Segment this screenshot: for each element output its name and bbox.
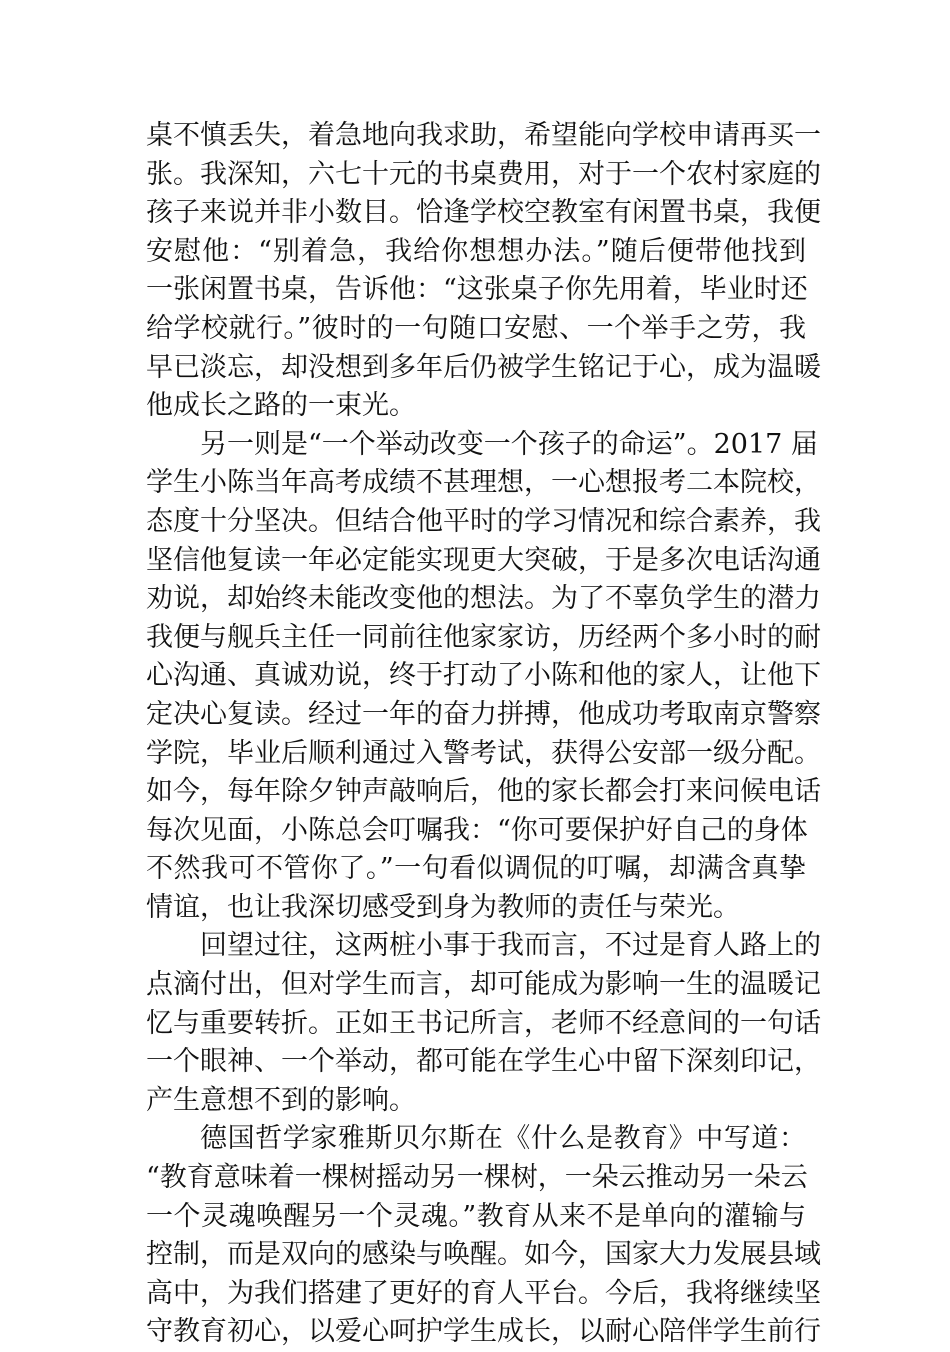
paragraph-first-line: 德国哲学家雅斯贝尔斯在《什么是教育》中写道： xyxy=(200,1123,806,1155)
text-line: 早已淡忘，却没想到多年后仍被学生铭记于心，成为温暖 xyxy=(146,351,821,383)
text-line: 不然我可不管你了。”一句看似调侃的叮嘱，却满含真挚 xyxy=(146,853,806,885)
text-line: 一个灵魂唤醒另一个灵魂。”教育从来不是单向的灌输与 xyxy=(146,1200,806,1232)
text-line: 安慰他：“别着急，我给你想想办法。”随后便带他找到 xyxy=(146,235,806,267)
text-line: 我便与舰兵主任一同前往他家家访，历经两个多小时的耐 xyxy=(146,621,821,653)
text-line: 控制，而是双向的感染与唤醒。如今，国家大力发展县域 xyxy=(146,1239,821,1271)
text-line: 忆与重要转折。正如王书记所言，老师不经意间的一句话 xyxy=(146,1007,821,1039)
text-line: 他成长之路的一束光。 xyxy=(146,390,416,422)
text-line: 孩子来说并非小数目。恰逢学校空教室有闲置书桌，我便 xyxy=(146,197,821,229)
text-line: 每次见面，小陈总会叮嘱我：“你可要保护好自己的身体 xyxy=(146,814,808,846)
text-line: 守教育初心，以爱心呵护学生成长，以耐心陪伴学生前行 xyxy=(146,1316,821,1348)
text-line: 点滴付出，但对学生而言，却可能成为影响一生的温暖记 xyxy=(146,969,821,1001)
paragraph-first-line: 另一则是“一个举动改变一个孩子的命运”。2017 届 xyxy=(200,428,818,460)
body-text xyxy=(146,117,821,1352)
text-line: 一张闲置书桌，告诉他：“这张桌子你先用着，毕业时还 xyxy=(146,274,808,306)
text-line: 产生意想不到的影响。 xyxy=(146,1084,416,1116)
text-line: 劝说，却始终未能改变他的想法。为了不辜负学生的潜力 xyxy=(146,583,821,615)
text-line: 高中，为我们搭建了更好的育人平台。今后，我将继续坚 xyxy=(146,1277,821,1309)
text-line: 一个眼神、一个举动，都可能在学生心中留下深刻印记， xyxy=(146,1046,821,1078)
text-line: 学生小陈当年高考成绩不甚理想，一心想报考二本院校， xyxy=(146,467,821,499)
text-line: 态度十分坚决。但结合他平时的学习情况和综合素养，我 xyxy=(146,505,821,537)
text-line: 心沟通、真诚劝说，终于打动了小陈和他的家人，让他下 xyxy=(146,660,821,692)
text-line: 情谊，也让我深切感受到身为教师的责任与荣光。 xyxy=(146,891,740,923)
text-line: 桌不慎丢失，着急地向我求助，希望能向学校申请再买一 xyxy=(146,120,821,151)
text-line: 坚信他复读一年必定能实现更大突破，于是多次电话沟通 xyxy=(146,544,821,576)
text-line: 定决心复读。经过一年的奋力拼搏，他成功考取南京警察 xyxy=(146,698,821,730)
text-line: 张。我深知，六七十元的书桌费用，对于一个农村家庭的 xyxy=(146,158,821,190)
paragraph-first-line: 回望过往，这两桩小事于我而言，不过是育人路上的 xyxy=(200,930,821,962)
text-line: 学院，毕业后顺利通过入警考试，获得公安部一级分配。 xyxy=(146,737,821,769)
text-line: 如今，每年除夕钟声敲响后，他的家长都会打来问候电话 xyxy=(146,776,821,808)
text-line: “教育意味着一棵树摇动另一棵树，一朵云推动另一朵云 xyxy=(146,1162,808,1194)
text-line: 给学校就行。”彼时的一句随口安慰、一个举手之劳，我 xyxy=(146,312,806,344)
